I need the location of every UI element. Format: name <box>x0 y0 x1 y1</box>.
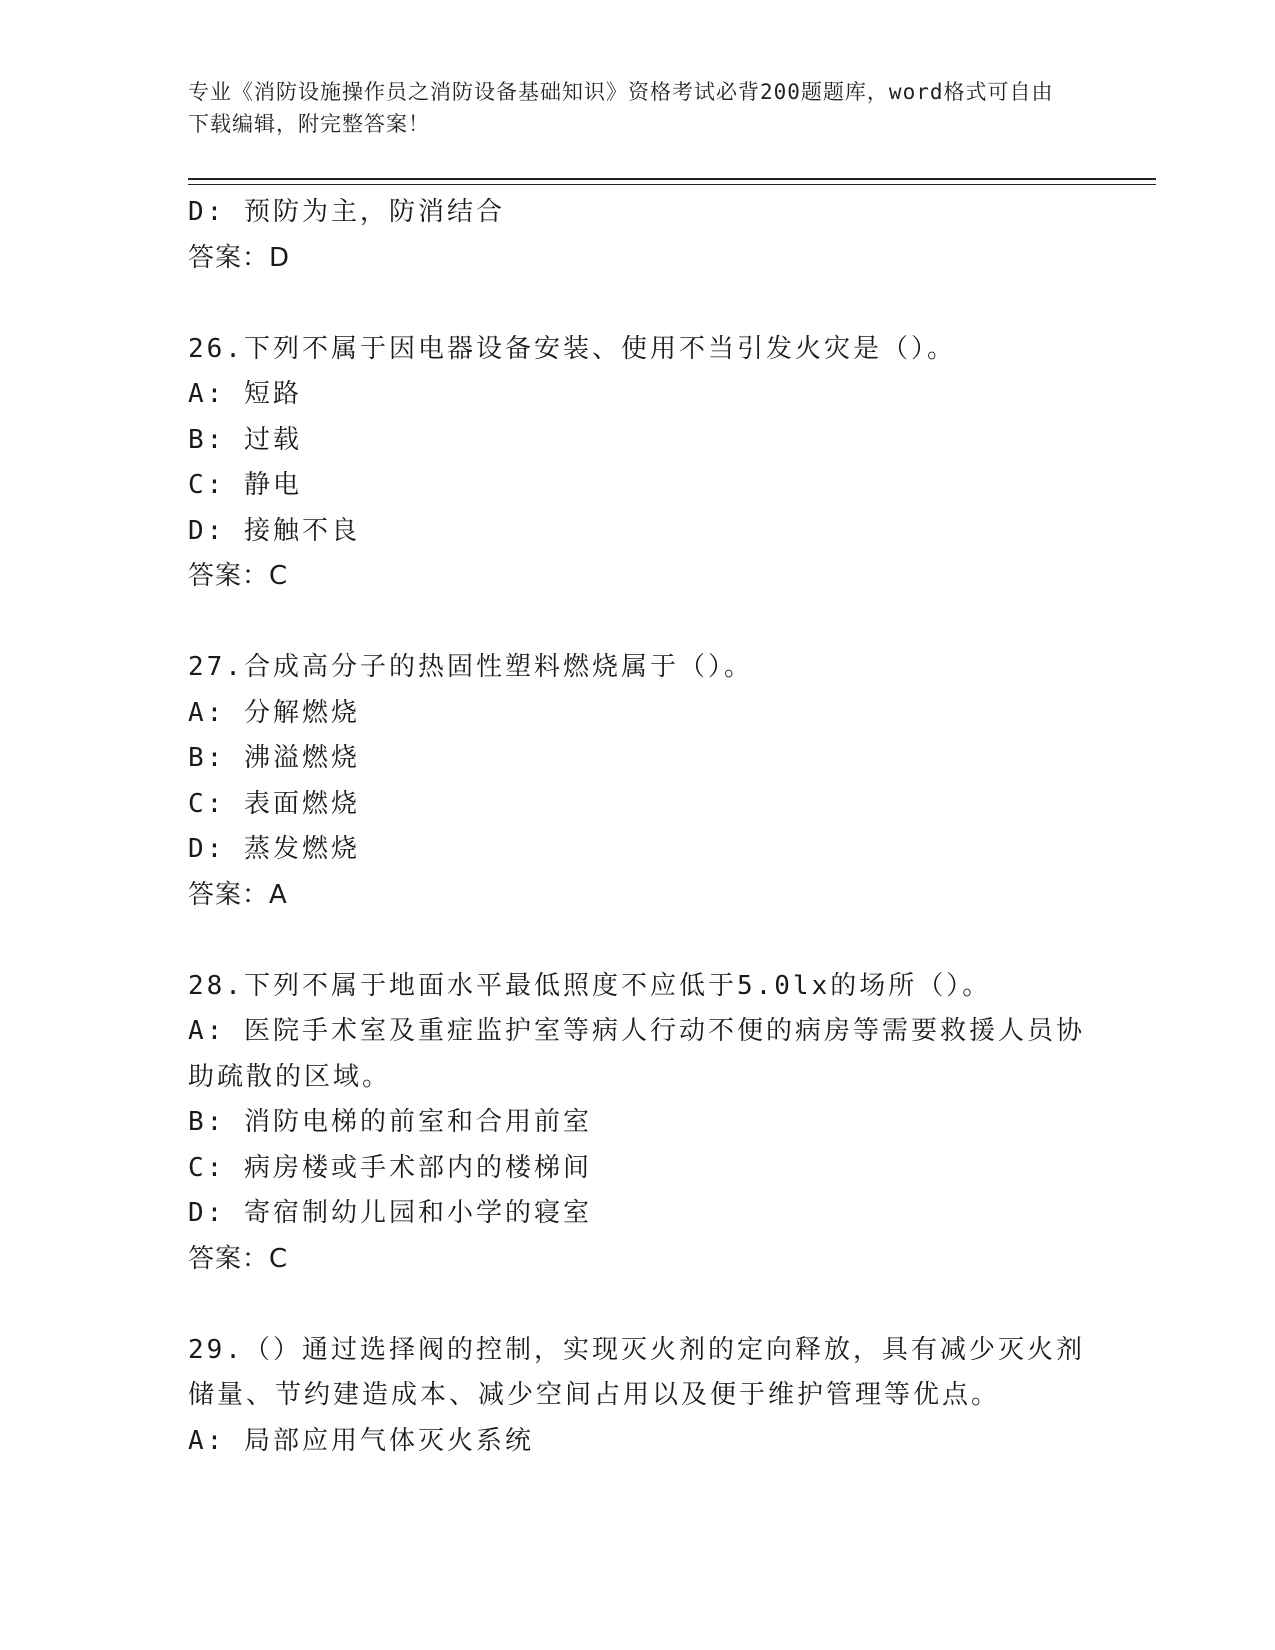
header-rule-thick <box>188 178 1156 180</box>
answer-line: 答案：A <box>188 879 288 910</box>
option-d: D: 蒸发燃烧 <box>188 834 360 864</box>
option-a: A: 医院手术室及重症监护室等病人行动不便的病房等需要救援人员协助疏散的区域。 <box>188 1016 1085 1092</box>
spacer <box>188 1282 1088 1328</box>
question-28 <box>188 964 1088 1283</box>
option-b: B: 消防电梯的前室和合用前室 <box>188 1107 592 1137</box>
spacer <box>188 600 1088 646</box>
document-body <box>188 190 1088 1464</box>
question-26 <box>188 327 1088 600</box>
question-29 <box>188 1328 1088 1465</box>
option-a: A: 局部应用气体灭火系统 <box>188 1425 534 1456</box>
option-b: B: 过载 <box>188 424 302 455</box>
answer-line: 答案：C <box>188 561 289 591</box>
question-stem: 27.合成高分子的热固性塑料燃烧属于（）。 <box>188 652 753 682</box>
answer-line: 答案：D <box>188 242 291 273</box>
document-header: 专业《消防设施操作员之消防设备基础知识》资格考试必背200题题库，word格式可自由下载编辑，附完整答案！ <box>188 80 1054 136</box>
question-stem: 29.（）通过选择阀的控制，实现灭火剂的定向释放，具有减少灭火剂储量、节约建造成本、减少空间占用以及便于维护管理等优点。 <box>188 1334 1085 1410</box>
question-27 <box>188 645 1088 918</box>
option-a: A: 分解燃烧 <box>188 697 360 728</box>
option-b: B: 沸溢燃烧 <box>188 743 360 773</box>
option-d: D: 接触不良 <box>188 515 360 546</box>
header-rule-thin <box>188 184 1156 185</box>
question-stem: 28.下列不属于地面水平最低照度不应低于5.0lx的场所（）。 <box>188 970 992 1001</box>
option-c: C: 表面燃烧 <box>188 788 360 819</box>
option-c: C: 病房楼或手术部内的楼梯间 <box>188 1152 592 1183</box>
option-a: A: 短路 <box>188 379 302 409</box>
option-c: C: 静电 <box>188 470 302 500</box>
question-stem: 26.下列不属于因电器设备安装、使用不当引发火灾是（）。 <box>188 333 956 364</box>
option-d: D: 寄宿制幼儿园和小学的寝室 <box>188 1198 592 1228</box>
spacer <box>188 918 1088 964</box>
option-d: D: 预防为主，防消结合 <box>188 197 505 227</box>
answer-line: 答案：C <box>188 1243 289 1274</box>
spacer <box>188 281 1088 327</box>
